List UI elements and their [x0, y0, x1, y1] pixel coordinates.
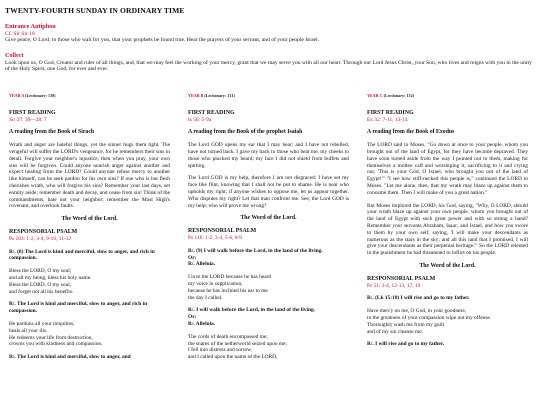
reading-text: The LORD said to Moses, "Go down at once to your people, whom you brought out of the land of Egypt, for they have become depraved. They have soon turned aside from the way I pointed out to them, making for themselves a molten calf and worshiping it, sacrificing to it and crying out, 'This is your God, O Israel, who brought you out of the land of Egypt!'" "I see how stiff-necked this people is," continued the LORD to Moses. "Let me alone, then, that my wrath may blaze up against them to consume them. Then I will make of you a great nation." — [367, 142, 528, 196]
reading-text: But Moses implored the LORD, his God, saying, "Why, O LORD, should your wrath blaze up against your own people, whom you brought out of the land of Egypt with such great power and with so strong a hand? Remember your servants Abraham, Isaac, and Israel, and how you swore to them by your own self, saying, 'I will make your descendants as numerous as the stars in the sky; and all this land that I promised, I will give your descendants as their perpetual heritage.'" So the LORD relented in the punishment he had threatened to inflict on his people. — [367, 202, 528, 257]
year-a-label: YEAR A (Lectionary: 130) — [9, 93, 56, 98]
word-of-the-lord: The Word of the Lord. — [419, 263, 476, 270]
first-reading-heading: FIRST READING — [367, 109, 414, 116]
first-reading-ref: Is 50: 5-9a — [188, 116, 212, 123]
psalm-verse: He pardons all your iniquities, heals all your ills. He redeems your life from destruction, crowns you with kindness and compassion. — [9, 320, 103, 348]
psalm-verse: Bless the LORD, O my soul; and all my being, bless his holy name. Bless the LORD, O my soul, and forget not all his benefits. — [9, 268, 92, 295]
reading-text: The Lord GOD opens my ear that I may hear; and I have not rebelled, have not turned back. I gave my back to those who beat me, my cheeks to those who plucked my beard; my face I did not shield from buffets and spitting. — [188, 142, 349, 169]
page-title: TWENTY-FOURTH SUNDAY IN ORDINARY TIME — [5, 6, 185, 15]
psalm-heading: RESPONSORIAL PSALM — [367, 275, 436, 282]
word-of-the-lord: The Word of the Lord. — [240, 215, 297, 222]
reading-title: A reading from the Book of the prophet Isaiah — [188, 129, 303, 136]
or-label: Or: — [188, 254, 197, 261]
or-label: Or: — [188, 314, 197, 321]
psalm-response: R/. I will rise and go to my father. — [367, 341, 445, 348]
psalm-ref: Ps 103: 1-2, 3-4, 9-10, 11-12 — [9, 235, 72, 242]
psalm-response: R/. (9) I will walk before the Lord, in the land of the living. — [188, 247, 323, 254]
psalm-verse: Have mercy on me, O God, in your goodness; in the greatness of your compassion wipe out my offense. Thoroughly wash me from my guilt and of my sin cleanse me. — [367, 308, 492, 335]
reading-text: The Lord GOD is my help, therefore I am not disgraced; I have set my face like flint, knowing that I shall not be put to shame. He is near who upholds my right; if anyone wishes to oppose me, let us appear together. Who disputes my right? Let that man confront me. See, the Lord GOD is my help; who will prove me wrong? — [188, 175, 349, 209]
first-reading-ref: Sir 27: 30—28: 7 — [9, 116, 47, 123]
psalm-response: R/. I will walk before the Lord, in the land of the living. — [188, 307, 316, 314]
page-header — [5, 6, 535, 81]
year-b-label: YEAR B (Lectionary: 131) — [188, 93, 235, 98]
year-a-column — [9, 93, 170, 367]
antiphon-text: Give peace, O Lord, to those who wait for you, that your prophets be found true. Hear the prayers of your servant, and of your people Israel. — [5, 37, 320, 44]
psalm-response: R/. (8) The Lord is kind and merciful, slow to anger, and rich in compassion. — [9, 248, 155, 262]
reading-text: Wrath and anger are hateful things, yet the sinner hugs them tight. The vengeful will suffer the LORD's vengeance, for he remembers their sins in detail. Forgive your neighbor's injustice; then when you pray, your own sins will be forgiven. Could anyone nourish anger against another and expect healing from the LORD? Could anyone refuse mercy to another like himself, can he seek pardon for his own sins? If one who is but flesh cherishes wrath, who will forgive his sins? Remember your last days, set enmity aside; remember death and decay, and cease from sin! Think of the commandments, hate not your neighbor; remember the Most High's covenant, and overlook faults. — [9, 142, 170, 210]
word-of-the-lord: The Word of the Lord. — [61, 216, 118, 223]
psalm-response: R/. (Lk 15:18) I will rise and go to my father. — [367, 295, 470, 302]
reading-title: A reading from the Book of Exodus — [367, 129, 455, 136]
psalm-response: R/. The Lord is kind and merciful, slow to anger, and — [9, 354, 131, 361]
alleluia-response: R/. Alleluia. — [188, 261, 216, 268]
psalm-response: R/. The Lord is kind and merciful, slow to anger, and rich in compassion. — [9, 301, 148, 315]
antiphon-ref: Cf. Sir Sir 18 — [5, 30, 35, 37]
antiphon-heading: Entrance Antiphon — [5, 23, 56, 30]
collect-heading: Collect — [5, 52, 24, 59]
first-reading-heading: FIRST READING — [188, 109, 235, 116]
first-reading-ref: Ex 32: 7-11, 13-14 — [367, 116, 408, 123]
year-b-column — [188, 93, 349, 367]
psalm-ref: Ps 116: 1-2, 3-4, 5-6, 8-9 — [188, 235, 243, 242]
year-c-label: YEAR C (Lectionary: 132) — [367, 93, 414, 98]
psalm-verse: The cords of death encompassed me; the snares of the netherworld seized upon me; I fell into distress and sorrow, and I called upon the name of the LORD, — [188, 333, 287, 361]
first-reading-heading: FIRST READING — [9, 109, 56, 116]
psalm-heading: RESPONSORIAL PSALM — [9, 229, 78, 236]
year-c-column — [367, 93, 528, 354]
collect-text: Look upon us, O God, Creator and ruler of all things, and, that we may feel the working of your mercy, grant that we may serve you with all our heart. Through our Lord Jesus Christ, your Son, who lives and reigns with you in the unity of the Holy Spirit, one God, for ever and ever. — [5, 59, 532, 73]
alleluia-response: R/. Alleluia. — [188, 320, 216, 327]
psalm-verse: I love the LORD because he has heard my voice in supplication, because he has inclined his ear to me the day I called. — [188, 274, 272, 301]
psalm-ref: Ps 51: 3-4, 12-13, 17, 19 — [367, 282, 421, 289]
reading-title: A reading from the Book of Sirach — [9, 129, 95, 136]
psalm-heading: RESPONSORIAL PSALM — [188, 228, 257, 235]
